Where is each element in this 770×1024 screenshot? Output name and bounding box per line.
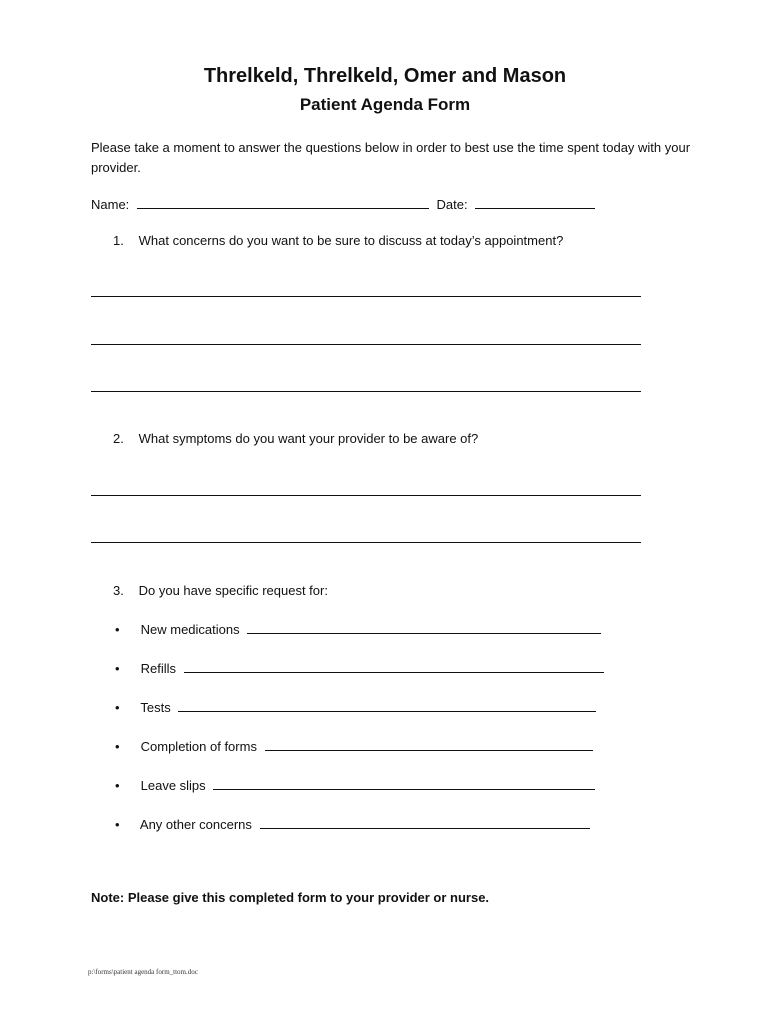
form-title: Threlkeld, Threlkeld, Omer and Mason bbox=[203, 65, 567, 87]
question-3-number: 3. bbox=[113, 583, 124, 598]
request-item-completion-of-forms bbox=[115, 738, 593, 754]
name-date-row bbox=[91, 196, 595, 212]
question-2-text: What symptoms do you want your provider to be aware of? bbox=[138, 431, 479, 446]
request-item-any-other-concerns bbox=[115, 816, 590, 832]
bullet-icon: • bbox=[115, 778, 120, 793]
date-field[interactable] bbox=[475, 196, 595, 209]
answer-line-1b[interactable] bbox=[91, 344, 641, 345]
note-text: Note: Please give this completed form to your provider or nurse. bbox=[91, 890, 490, 905]
request-item-leave-slips bbox=[115, 777, 595, 793]
request-field-tests[interactable] bbox=[178, 699, 596, 712]
question-1-number: 1. bbox=[113, 233, 124, 248]
answer-line-1c[interactable] bbox=[91, 391, 641, 392]
date-label: Date: bbox=[436, 197, 468, 212]
form-subtitle: Patient Agenda Form bbox=[299, 95, 471, 114]
question-2 bbox=[113, 431, 478, 446]
request-field-leave-slips[interactable] bbox=[213, 777, 595, 790]
request-field-refills[interactable] bbox=[184, 660, 604, 673]
request-label: Any other concerns bbox=[139, 817, 252, 832]
question-1-text: What concerns do you want to be sure to discuss at today’s appointment? bbox=[138, 233, 564, 248]
answer-line-2b[interactable] bbox=[91, 542, 641, 543]
request-item-refills bbox=[115, 660, 604, 676]
name-label: Name: bbox=[91, 197, 130, 212]
question-2-number: 2. bbox=[113, 431, 124, 446]
bullet-icon: • bbox=[115, 817, 120, 832]
request-field-completion-of-forms[interactable] bbox=[265, 738, 593, 751]
bullet-icon: • bbox=[115, 661, 120, 676]
bullet-icon: • bbox=[115, 700, 120, 715]
intro-text: Please take a moment to answer the questions below in order to best use the time spent today with your provider. bbox=[91, 140, 691, 175]
question-3 bbox=[113, 583, 328, 598]
bullet-icon: • bbox=[115, 739, 120, 754]
answer-line-2a[interactable] bbox=[91, 495, 641, 496]
request-label: Refills bbox=[140, 661, 177, 676]
question-1 bbox=[113, 233, 563, 248]
footer-file-path: p:\forms\patient agenda form_ttom.doc bbox=[88, 968, 198, 976]
answer-line-1a[interactable] bbox=[91, 296, 641, 297]
request-label: Leave slips bbox=[140, 778, 206, 793]
request-label: Tests bbox=[140, 700, 171, 715]
request-label: Completion of forms bbox=[140, 739, 257, 754]
request-item-tests bbox=[115, 699, 596, 715]
question-3-text: Do you have specific request for: bbox=[138, 583, 328, 598]
request-item-new-medications bbox=[115, 621, 601, 637]
name-field[interactable] bbox=[137, 196, 429, 209]
request-field-new-medications[interactable] bbox=[247, 621, 601, 634]
request-label: New medications bbox=[140, 622, 240, 637]
request-field-any-other-concerns[interactable] bbox=[260, 816, 590, 829]
bullet-icon: • bbox=[115, 622, 120, 637]
